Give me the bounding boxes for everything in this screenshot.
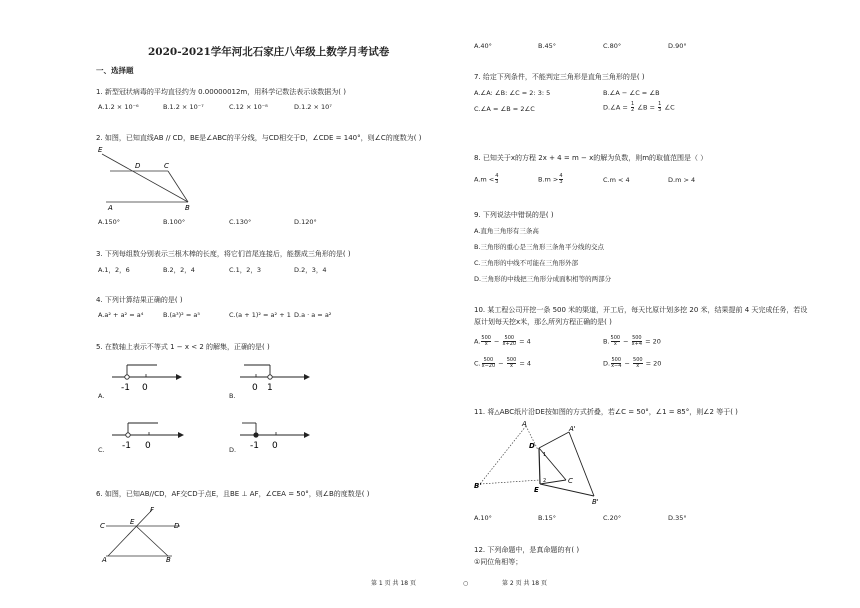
q2-label-e: E <box>98 146 103 154</box>
footer-right-page-number: 第 2 页 共 18 页 <box>502 580 547 587</box>
q10-equals: = 4 <box>517 337 531 346</box>
q5-option-a[interactable]: A. <box>98 392 105 400</box>
q10-fraction-2: $\frac{500}{x+4}$ <box>631 335 643 347</box>
q10-fraction-1: $\frac{500}{x-20}$ <box>481 357 496 369</box>
q8-option-c[interactable]: C.m < 4 <box>603 176 630 184</box>
question-10-stem-line1: 10. 某工程公司开挖一条 500 米的渠道，开工后，每天比原计划多挖 20 米，结果提前 4 天完成任务，若设 <box>474 306 808 314</box>
footer-center-mark: ○ <box>463 580 469 587</box>
q5-numberline-b <box>240 360 310 400</box>
q11-label-b-prime: B' <box>592 498 599 506</box>
q7-option-d-part1: D.∠A = <box>603 103 628 112</box>
q11-label-d: D <box>529 442 535 450</box>
q3-option-b[interactable]: B.2，2，4 <box>163 266 195 274</box>
q10-equals: = 20 <box>643 359 662 368</box>
q10-minus: − <box>621 337 631 346</box>
q1-option-c[interactable]: C.12 × 10⁻⁸ <box>229 103 268 111</box>
q5-numberline-d <box>240 418 310 458</box>
q6-label-f: F <box>150 506 155 514</box>
q2-option-a[interactable]: A.150° <box>98 218 121 226</box>
question-1-stem: 1. 新型冠状病毒的平均直径约为 0.00000012m，用科学记数法表示该数据为( ) <box>96 88 346 96</box>
q10-equals: = 20 <box>643 337 661 346</box>
q11-label-angle-2: 2 <box>543 478 547 484</box>
q8-option-a[interactable]: A.m < $\frac{4}{3}$ <box>474 173 499 185</box>
q5d-tick-2: 0 <box>272 441 278 451</box>
q8-option-b[interactable]: B.m > $\frac{4}{3}$ <box>538 173 563 185</box>
q2-label-b: B <box>185 204 190 212</box>
q6-label-e: E <box>130 518 135 526</box>
q10-option-label: B. <box>603 337 610 346</box>
q5-numberline-c <box>112 418 184 458</box>
q6-figure <box>100 506 190 564</box>
q4-option-d[interactable]: D.a · a = a² <box>294 311 332 319</box>
q10-minus: − <box>496 359 506 368</box>
q11-label-a: A <box>522 420 527 428</box>
q11-option-d[interactable]: D.35° <box>668 514 687 522</box>
q5d-tick-1: -1 <box>250 441 259 451</box>
q10-fraction-2: $\frac{500}{x}$ <box>506 357 517 369</box>
q11-label-c: C <box>568 477 573 485</box>
q10-fraction-1: $\frac{500}{x}$ <box>610 335 621 347</box>
q5c-tick-2: 0 <box>145 441 151 451</box>
q11-option-b[interactable]: B.15° <box>538 514 557 522</box>
q10-option-b[interactable] <box>603 336 661 347</box>
q7-option-b[interactable]: B.∠A − ∠C = ∠B <box>603 89 660 97</box>
q9-option-a[interactable]: A.直角三角形有三条高 <box>474 227 539 235</box>
q6-option-a[interactable]: A.40° <box>474 42 492 50</box>
question-2-stem: 2. 如图，已知直线AB // CD，BE是∠ABC的平分线，与CD相交于D，∠CDE = 140°，则∠C的度数为( ) <box>96 134 422 142</box>
q10-fraction-1: $\frac{500}{x}$ <box>481 335 491 347</box>
q10-option-c[interactable] <box>474 358 531 369</box>
q11-option-a[interactable]: A.10° <box>474 514 492 522</box>
q7-option-c[interactable]: C.∠A = ∠B = 2∠C <box>474 105 535 113</box>
q8-option-d[interactable]: D.m > 4 <box>668 176 696 184</box>
q2-option-d[interactable]: D.120° <box>294 218 317 226</box>
q6-label-b: B <box>166 556 171 564</box>
q6-option-b[interactable]: B.45° <box>538 42 557 50</box>
q7-option-a[interactable]: A.∠A: ∠B: ∠C = 2: 3: 5 <box>474 89 551 97</box>
q8-fraction-a: $\frac{4}{3}$ <box>495 173 499 185</box>
right-page <box>430 0 860 608</box>
question-5-stem: 5. 在数轴上表示不等式 1 − x < 2 的解集，正确的是( ) <box>96 343 270 351</box>
q5c-tick-1: -1 <box>122 441 131 451</box>
q5-option-b[interactable]: B. <box>229 392 236 400</box>
q6-label-c: C <box>100 522 105 530</box>
q1-option-d[interactable]: D.1.2 × 10⁷ <box>294 103 332 111</box>
q9-option-d[interactable]: D.三角形的中线把三角形分成面积相等的两部分 <box>474 275 612 283</box>
question-7-stem: 7. 给定下列条件，不能判定三角形是直角三角形的是( ) <box>474 73 645 81</box>
q6-label-d: D <box>174 522 180 530</box>
q10-option-label: D. <box>603 359 611 368</box>
q3-option-c[interactable]: C.1，2，3 <box>229 266 262 274</box>
q10-option-label: C. <box>474 359 481 368</box>
q11-label-b-left: B' <box>474 482 482 490</box>
q9-option-b[interactable]: B.三角形的重心是三角形三条角平分线的交点 <box>474 243 605 251</box>
q2-option-b[interactable]: B.100° <box>163 218 186 226</box>
question-3-stem: 3. 下列每组数分别表示三根木棒的长度，将它们首尾连接后，能摆成三角形的是( ) <box>96 250 351 258</box>
question-8-stem: 8. 已知关于x的方程 2x + 4 = m − x的解为负数，则m的取值范围是（ ） <box>474 154 708 162</box>
q7-option-d-part2: ∠B = <box>637 103 656 112</box>
q12-statement-1: ①同位角相等； <box>474 558 523 566</box>
q2-figure <box>96 146 196 212</box>
q7-option-d-fraction-1: $\frac{1}{2}$ <box>630 101 635 113</box>
q11-option-c[interactable]: C.20° <box>603 514 622 522</box>
q5-option-d[interactable]: D. <box>229 446 237 454</box>
q10-option-label: A. <box>474 337 481 346</box>
q10-equals: = 4 <box>517 359 531 368</box>
q11-label-a-prime: A' <box>569 425 576 433</box>
q10-option-a[interactable] <box>474 336 531 347</box>
q6-label-a: A <box>102 556 107 564</box>
q6-option-c[interactable]: C.80° <box>603 42 622 50</box>
q11-label-e: E <box>534 486 539 494</box>
question-6-stem: 6. 如图，已知AB//CD，AF交CD于点E，且BE ⊥ AF，∠CEA = 50°，则∠B的度数是( ) <box>96 490 370 498</box>
question-11-stem: 11. 将△ABC纸片沿DE按如图的方式折叠，若∠C = 50°，∠1 = 85°，则∠2 等于( ) <box>474 408 738 416</box>
q10-option-d[interactable] <box>603 358 661 369</box>
q5-option-c[interactable]: C. <box>98 446 105 454</box>
question-12-stem: 12. 下列命题中，是真命题的有( ) <box>474 546 580 554</box>
q11-figure <box>474 420 614 506</box>
question-9-stem: 9. 下列说法中错误的是( ) <box>474 211 554 219</box>
q2-label-c: C <box>164 162 169 170</box>
q5b-tick-2: 1 <box>267 383 273 393</box>
q3-option-a[interactable]: A.1，2，6 <box>98 266 130 274</box>
q7-option-d-fraction-2: $\frac{1}{3}$ <box>658 101 662 113</box>
q10-minus: − <box>622 359 633 368</box>
q5-numberline-a <box>112 360 182 400</box>
q10-fraction-1: $\frac{500}{x-4}$ <box>611 357 622 369</box>
q7-option-d[interactable] <box>603 102 675 113</box>
q3-option-d[interactable]: D.2，3，4 <box>294 266 327 274</box>
q5a-tick-2: 0 <box>142 383 148 393</box>
q2-line-eb <box>102 154 188 202</box>
section-heading: 一、选择题 <box>96 66 134 75</box>
q5a-tick-1: -1 <box>121 383 130 393</box>
q4-option-b[interactable]: B.(a³)² = a⁵ <box>163 311 200 319</box>
question-4-stem: 4. 下列计算结果正确的是( ) <box>96 296 183 304</box>
question-10-stem-line2: 原计划每天挖x米，那么所列方程正确的是( ) <box>474 318 612 326</box>
q9-option-c[interactable]: C.三角形的中线不可能在三角形外部 <box>474 259 579 267</box>
q10-fraction-2: $\frac{500}{x}$ <box>633 357 643 369</box>
q7-option-d-part3: ∠C <box>664 103 675 112</box>
q1-option-b[interactable]: B.1.2 × 10⁻⁷ <box>163 103 204 111</box>
q10-minus: − <box>491 337 502 346</box>
q4-option-c[interactable]: C.(a + 1)² = a² + 1 <box>229 311 291 319</box>
exam-title: 2020-2021学年河北石家庄八年级上数学月考试卷 <box>148 46 390 58</box>
q2-option-c[interactable]: C.130° <box>229 218 252 226</box>
q10-fraction-2: $\frac{500}{x+20}$ <box>502 335 517 347</box>
q2-label-a: A <box>108 204 113 212</box>
footer-left-page-number: 第 1 页 共 18 页 <box>371 580 416 587</box>
q4-option-a[interactable]: A.a² + a² = a⁴ <box>98 311 144 319</box>
q11-label-angle-1: 1 <box>543 452 547 458</box>
q6-option-d[interactable]: D.90° <box>668 42 687 50</box>
q2-line-cb <box>168 171 188 202</box>
q1-option-a[interactable]: A.1.2 × 10⁻⁶ <box>98 103 139 111</box>
q8-fraction-b: $\frac{4}{3}$ <box>559 173 563 185</box>
q2-label-d: D <box>135 162 141 170</box>
q5b-tick-1: 0 <box>252 383 258 393</box>
